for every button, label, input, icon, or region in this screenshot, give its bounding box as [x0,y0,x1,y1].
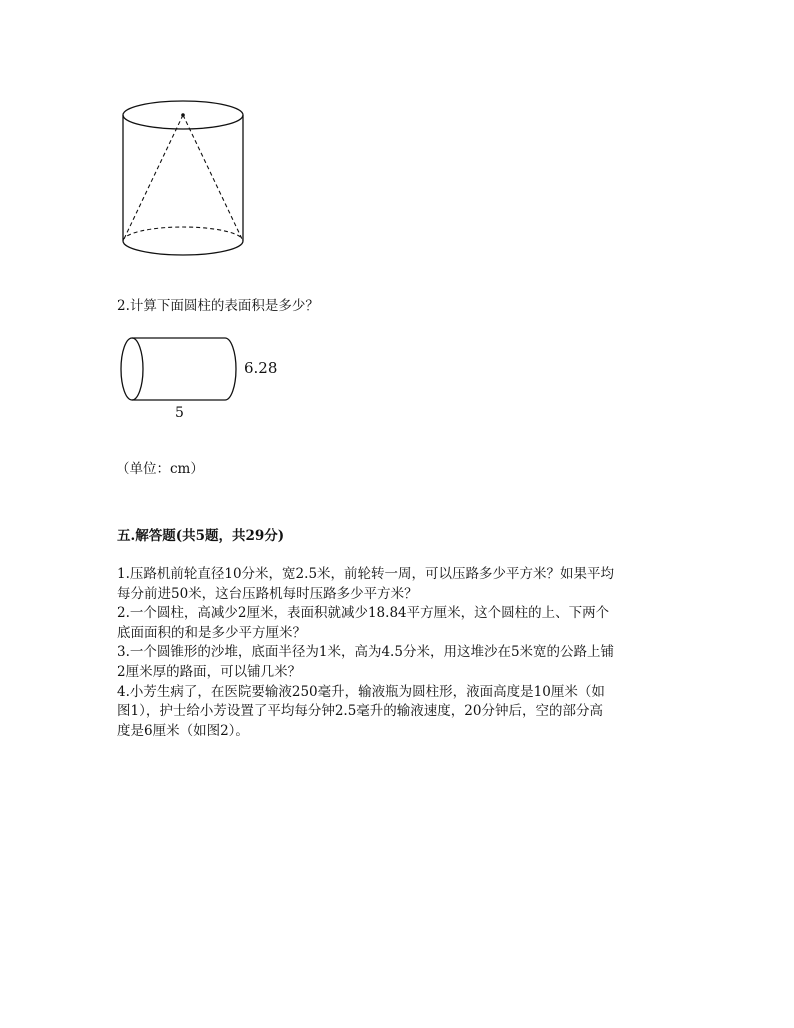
cylinder-left-end-ellipse [121,338,143,400]
problem-line: 2厘米厚的路面，可以铺几米？ [117,663,302,680]
problem-line: 每分前进50米，这台压路机每时压路多少平方米？ [117,585,418,602]
cylinder-right-end-arc [225,338,236,400]
problem-line: 2.一个圆柱，高减少2厘米，表面积就减少18.84平方厘米，这个圆柱的上、下两个 [117,605,610,622]
cylinder-with-cone-figure [110,95,260,265]
unit-note: （单位：cm） [116,461,204,477]
problem-line: 1.压路机前轮直径10分米，宽2.5米，前轮转一周，可以压路多少平方米？如果平均 [117,566,615,582]
cylinder-length-label: 5 [175,405,184,421]
cone-left-edge [123,115,183,241]
cylinder-bottom-front-arc [123,241,243,255]
cone-right-edge [183,115,243,241]
cylinder-height-label: 6.28 [244,359,278,377]
problem-line: 3.一个圆锥形的沙堆，底面半径为1米，高为4.5分米，用这堆沙在5米宽的公路上铺 [117,644,615,661]
section-5-heading: 五.解答题(共5题，共29分) [117,528,285,544]
problem-line: 4.小芳生病了，在医院要输液250毫升，输液瓶为圆柱形，液面高度是10厘米（如 [117,683,605,700]
section-5-problems [117,565,697,741]
horizontal-cylinder-figure [115,333,245,408]
problem-line: 底面面积的和是多少平方厘米？ [117,624,306,641]
problem-line: 度是6厘米（如图2）。 [117,722,249,739]
cylinder-bottom-back-arc [123,227,243,241]
question-2-prompt: 2.计算下面圆柱的表面积是多少？ [117,298,319,314]
problem-line: 图1），护士给小芳设置了平均每分钟2.5毫升的输液速度，20分钟后，空的部分高 [117,703,603,720]
